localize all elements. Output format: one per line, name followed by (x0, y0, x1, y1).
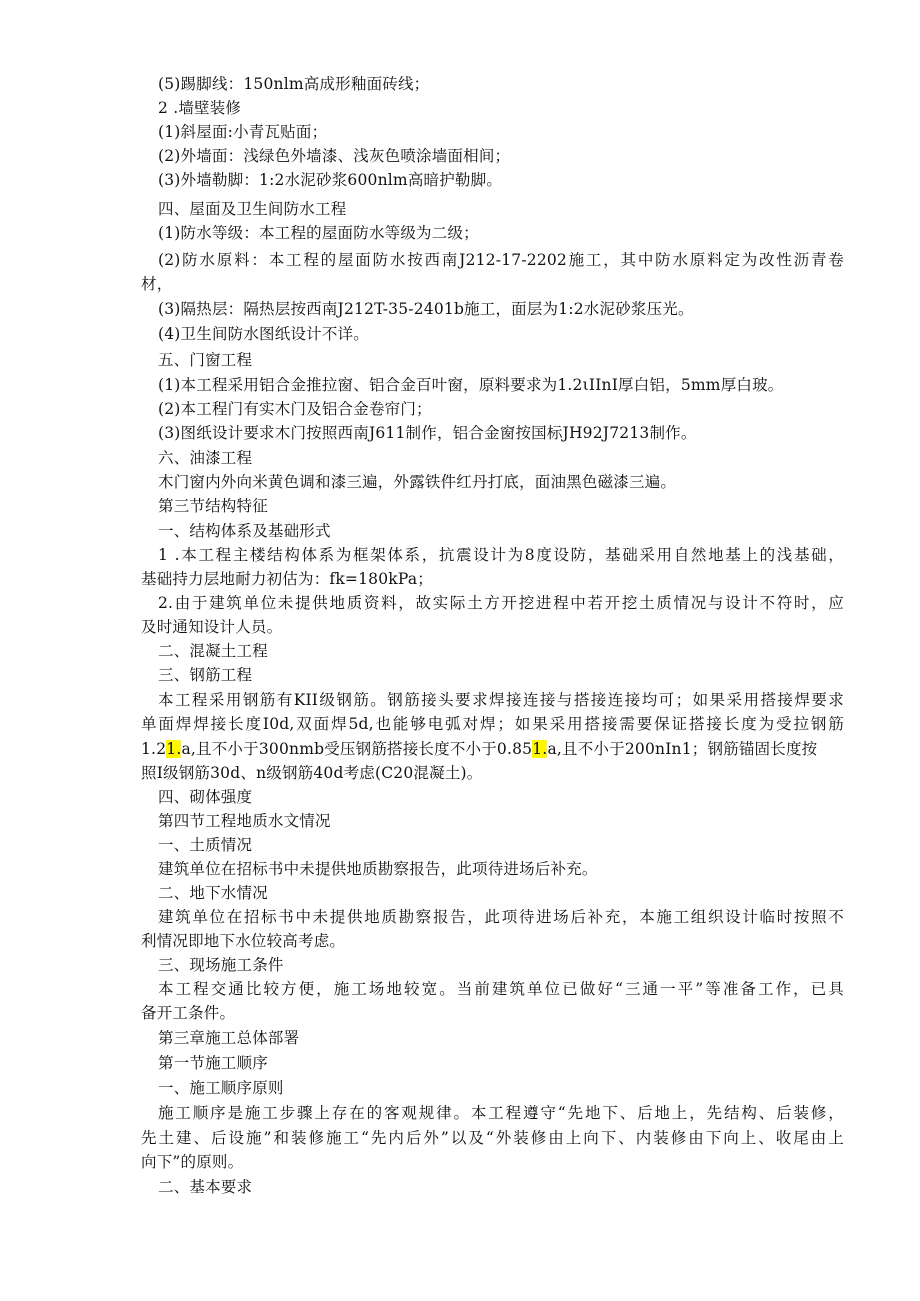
line-soil: 建筑单位在招标书中未提供地质勘察报告，此项待进场后补充。 (158, 860, 598, 878)
line-sequence-2: 先土建、后设施”和装修施工“先内后外”以及“外装修由上向下、内装修由下向上、收尾由上 (141, 1129, 844, 1147)
heading-soil: 一、土质情况 (158, 836, 253, 854)
line-rebar-1: 本工程采用钢筋有KII级钢筋。钢筋接头要求焊接连接与搭接连接均可；如果采用搭接焊要求 (158, 691, 844, 709)
heading-waterproofing: 四、屋面及卫生间防水工程 (158, 200, 347, 218)
line-waterproof-material: (2)防水原料：本工程的屋面防水按西南J212-17-2202施工，其中防水原料定为改性沥青卷 (158, 251, 844, 269)
heading-structure-system: 一、结构体系及基础形式 (158, 522, 331, 540)
line-door-standard: (3)图纸设计要求木门按照西南J611制作，铝合金窗按国标JH92J7213制作。 (158, 424, 697, 442)
line-exterior-wall: (2)外墙面：浅绿色外墙漆、浅灰色喷涂墙面相间； (158, 147, 511, 165)
heading-masonry: 四、砌体强度 (158, 788, 253, 806)
heading-groundwater: 二、地下水情况 (158, 884, 268, 902)
line-groundwater-cont: 利情况即地下水位较高考虑。 (141, 932, 346, 950)
line-sequence-3: 向下”的原则。 (141, 1153, 244, 1171)
heading-site-conditions: 三、现场施工条件 (158, 956, 284, 974)
line-structure-2: 2.由于建筑单位未提供地质资料，故实际土方开挖进程中若开挖土质情况与设计不符时，应 (158, 594, 844, 612)
line-structure-1-cont: 基础持力层地耐力初估为：fk=180kPa； (141, 570, 433, 588)
heading-sequence-principle: 一、施工顺序原则 (158, 1079, 284, 1097)
line-plinth: (3)外墙勒脚：1:2水泥砂浆600nlm高暗护勒脚。 (158, 171, 503, 189)
heading-painting: 六、油漆工程 (158, 449, 253, 467)
rebar-factor-a: 1.2 (141, 740, 167, 758)
rebar-text-b: a,且不小于300nmb受压钢筋搭接长度不小于0.85 (181, 740, 533, 758)
heading-basic-requirements: 二、基本要求 (158, 1178, 253, 1196)
heading-section-geology: 第四节工程地质水文情况 (158, 812, 331, 830)
line-site-conditions-cont: 备开工条件。 (141, 1004, 236, 1022)
line-rebar-2: 单面焊焊接长度I0d,双面焊5d,也能够电弧对焊；如果采用搭接需要保证搭接长度为受拉钢筋 (141, 715, 844, 733)
line-bathroom-waterproof: (4)卫生间防水图纸设计不详。 (158, 325, 369, 343)
line-site-conditions: 本工程交通比较方便，施工场地较宽。当前建筑单位已做好“三通一平”等准备工作，已具 (158, 980, 844, 998)
heading-section-sequence: 第一节施工顺序 (158, 1054, 268, 1072)
line-rebar-3 (141, 737, 844, 761)
highlight-mark-1: 1. (166, 740, 182, 758)
line-structure-1: 1 .本工程主楼结构体系为框架体系，抗震设计为8度设防，基础采用自然地基上的浅基础， (158, 546, 844, 564)
line-waterproof-material-cont: 材， (141, 275, 173, 293)
line-sequence-1: 施工顺序是施工步骤上存在的客观规律。本工程遵守“先地下、后地上，先结构、后装修， (158, 1104, 844, 1122)
line-waterproof-grade: (1)防水等级：本工程的屋面防水等级为二级； (158, 224, 479, 242)
highlight-mark-2: 1. (532, 740, 548, 758)
line-structure-2-cont: 及时通知设计人员。 (141, 618, 283, 636)
line-insulation: (3)隔热层：隔热层按西南J212T-35-2401b施工，面层为1:2水泥砂浆压光。 (158, 300, 694, 318)
rebar-text-c: a,且不小于200nIn1；钢筋锚固长度按 (547, 740, 818, 758)
line-groundwater: 建筑单位在招标书中未提供地质勘察报告，此项待进场后补充，本施工组织设计临时按照不 (158, 908, 844, 926)
heading-chapter-deployment: 第三章施工总体部署 (158, 1029, 300, 1047)
line-painting: 木门窗内外向米黄色调和漆三遍，外露铁件红丹打底，面油黑色磁漆三遍。 (158, 473, 677, 491)
line-doors: (2)本工程门有实木门及铝合金卷帘门； (158, 400, 432, 418)
heading-section-structure: 第三节结构特征 (158, 497, 268, 515)
heading-concrete: 二、混凝土工程 (158, 642, 268, 660)
heading-doors-windows: 五、门窗工程 (158, 351, 253, 369)
heading-wall-finish: 2 .墙壁装修 (158, 99, 242, 117)
line-rebar-4: 照I级钢筋30d、n级钢筋40d考虑(C20混凝土)。 (141, 764, 483, 782)
line-aluminum-windows: (1)本工程采用铝合金推拉窗、铝合金百叶窗，原料要求为1.2ιIInI厚白铝，5mm厚白玻。 (158, 376, 784, 394)
heading-rebar: 三、钢筋工程 (158, 666, 253, 684)
line-sloped-roof: (1)斜屋面:小青瓦贴面； (158, 123, 328, 141)
line-skirting: (5)踢脚线：150nlm高成形釉面砖线； (158, 75, 430, 93)
